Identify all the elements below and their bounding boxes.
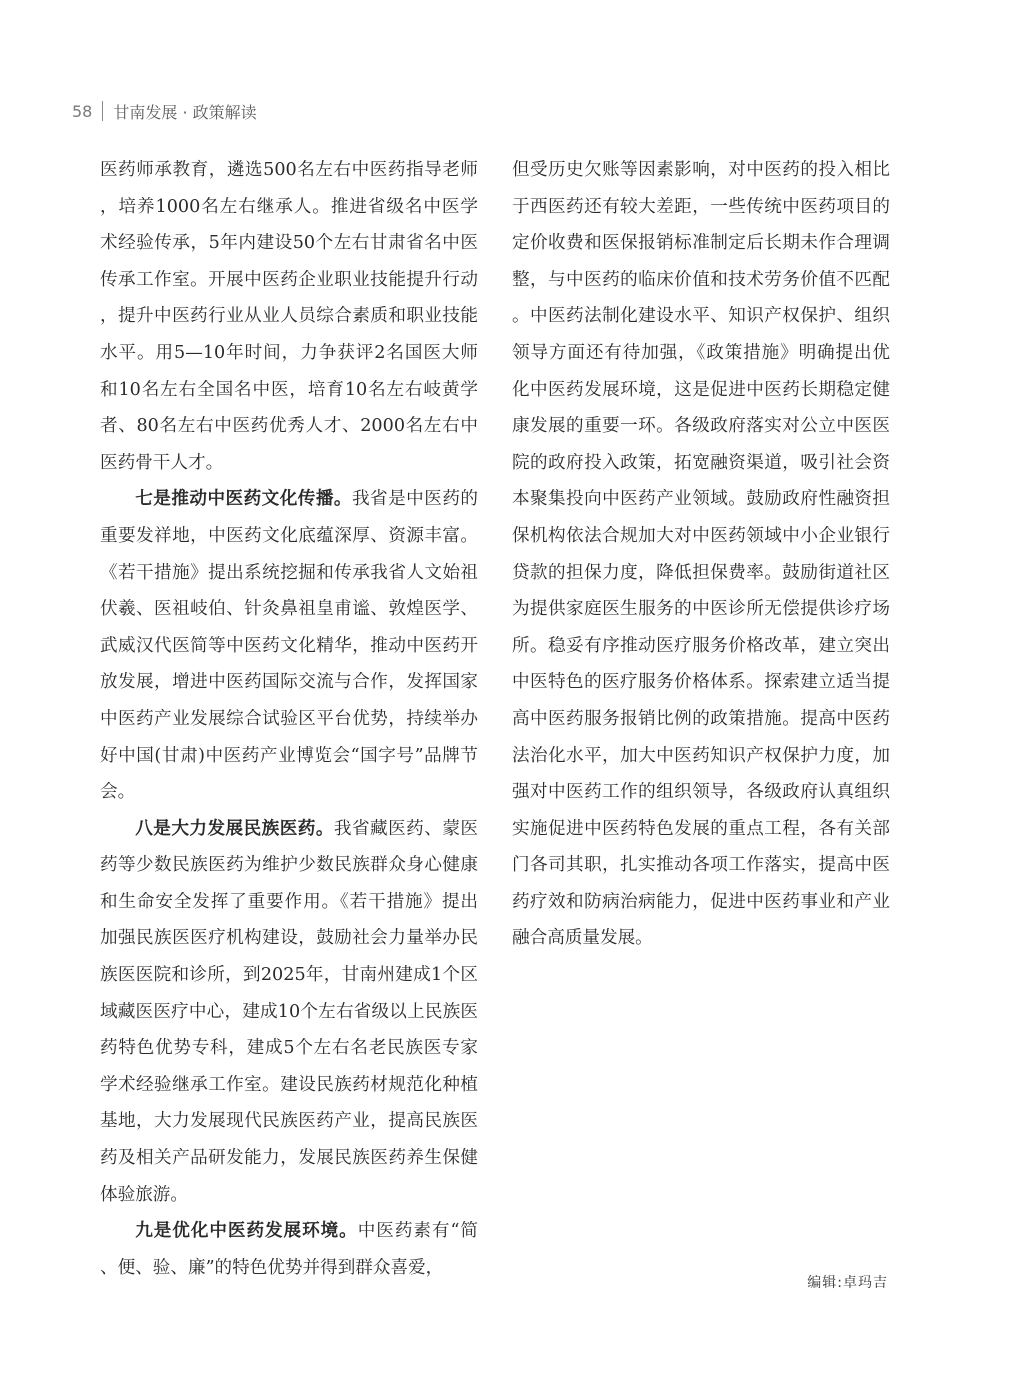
paragraph-body-environment: 中医药素有“简、便、验、廉”的特色优势并得到群众喜爱， (100, 1221, 478, 1278)
paragraph-body-culture: 我省是中医药的重要发祥地，中医药文化底蕴深厚、资源丰富。《若干措施》提出系统挖掘和传承我省人文始祖伏羲、医祖岐伯、针灸鼻祖皇甫谧、敦煌医学、武威汉代医简等中医药文化精华，推动中医药开放发展，增进中医药国际交流与合作，发挥国家中医药产业发展综合试验区平台优势，持续举办好中国(甘肃)中医药产业博览会“国字号”品牌节会。 (100, 489, 478, 803)
paragraph-lead-ethnic-medicine: 八是大力发展民族医药。 (135, 818, 334, 839)
paragraph-lead-environment: 九是优化中医药发展环境。 (135, 1221, 358, 1242)
paragraph-ethnic-medicine (100, 811, 478, 1214)
paragraph-environment (100, 1213, 478, 1286)
paragraph-environment-continued: 但受历史欠账等因素影响，对中医药的投入相比于西医药还有较大差距，一些传统中医药项目的定价收费和医保报销标准制定后长期未作合理调整，与中医药的临床价值和技术劳务价值不匹配。中医药法制化建设水平、知识产权保护、组织领导方面还有待加强，《政策措施》明确提出优化中医药发展环境，这是促进中医药长期稳定健康发展的重要一环。各级政府落实对公立中医医院的政府投入政策，拓宽融资渠道，吸引社会资本聚集投向中医药产业领域。鼓励政府性融资担保机构依法合规加大对中医药领域中小企业银行贷款的担保力度，降低担保费率。鼓励街道社区为提供家庭医生服务的中医诊所无偿提供诊疗场所。稳妥有序推动医疗服务价格改革，建立突出中医特色的医疗服务价格体系。探索建立适当提高中医药服务报销比例的政策措施。提高中医药法治化水平，加大中医药知识产权保护力度，加强对中医药工作的组织领导，各级政府认真组织实施促进中医药特色发展的重点工程，各有关部门各司其职，扎实推动各项工作落实，提高中医药疗效和防病治病能力，促进中医药事业和产业融合高质量发展。 (512, 160, 890, 949)
header-divider (102, 101, 103, 121)
paragraph-culture (100, 481, 478, 810)
paragraph-continued: 医药师承教育，遴选500名左右中医药指导老师，培养1000名左右继承人。推进省级名中医学术经验传承，5年内建设50个左右甘肃省名中医传承工作室。开展中医药企业职业技能提升行动，提升中医药行业从业人员综合素质和职业技能水平。用5—10年时间，力争获评2名国医大师和10名左右全国名中医，培育10名左右岐黄学者、80名左右中医药优秀人才、2000名左右中医药骨干人才。 (100, 160, 478, 473)
page-number: 58 (72, 101, 93, 121)
editor-credit: 编辑:卓玛吉 (807, 1275, 888, 1291)
right-column (512, 152, 890, 957)
running-head (72, 98, 257, 124)
left-column (100, 152, 478, 1286)
section-title: 甘南发展 · 政策解读 (113, 102, 257, 122)
paragraph-lead-culture: 七是推动中医药文化传播。 (135, 489, 352, 510)
paragraph-body-ethnic-medicine: 我省藏医药、蒙医药等少数民族医药为维护少数民族群众身心健康和生命安全发挥了重要作用。《若干措施》提出加强民族医医疗机构建设，鼓励社会力量举办民族医医院和诊所，到2025年，甘南州建成1个区域藏医医疗中心，建成10个左右省级以上民族医药特色优势专科，建成5个左右名老民族医专家学术经验继承工作室。建设民族药材规范化种植基地，大力发展现代民族医药产业，提高民族医药及相关产品研发能力，发展民族医药养生保健体验旅游。 (100, 818, 478, 1205)
